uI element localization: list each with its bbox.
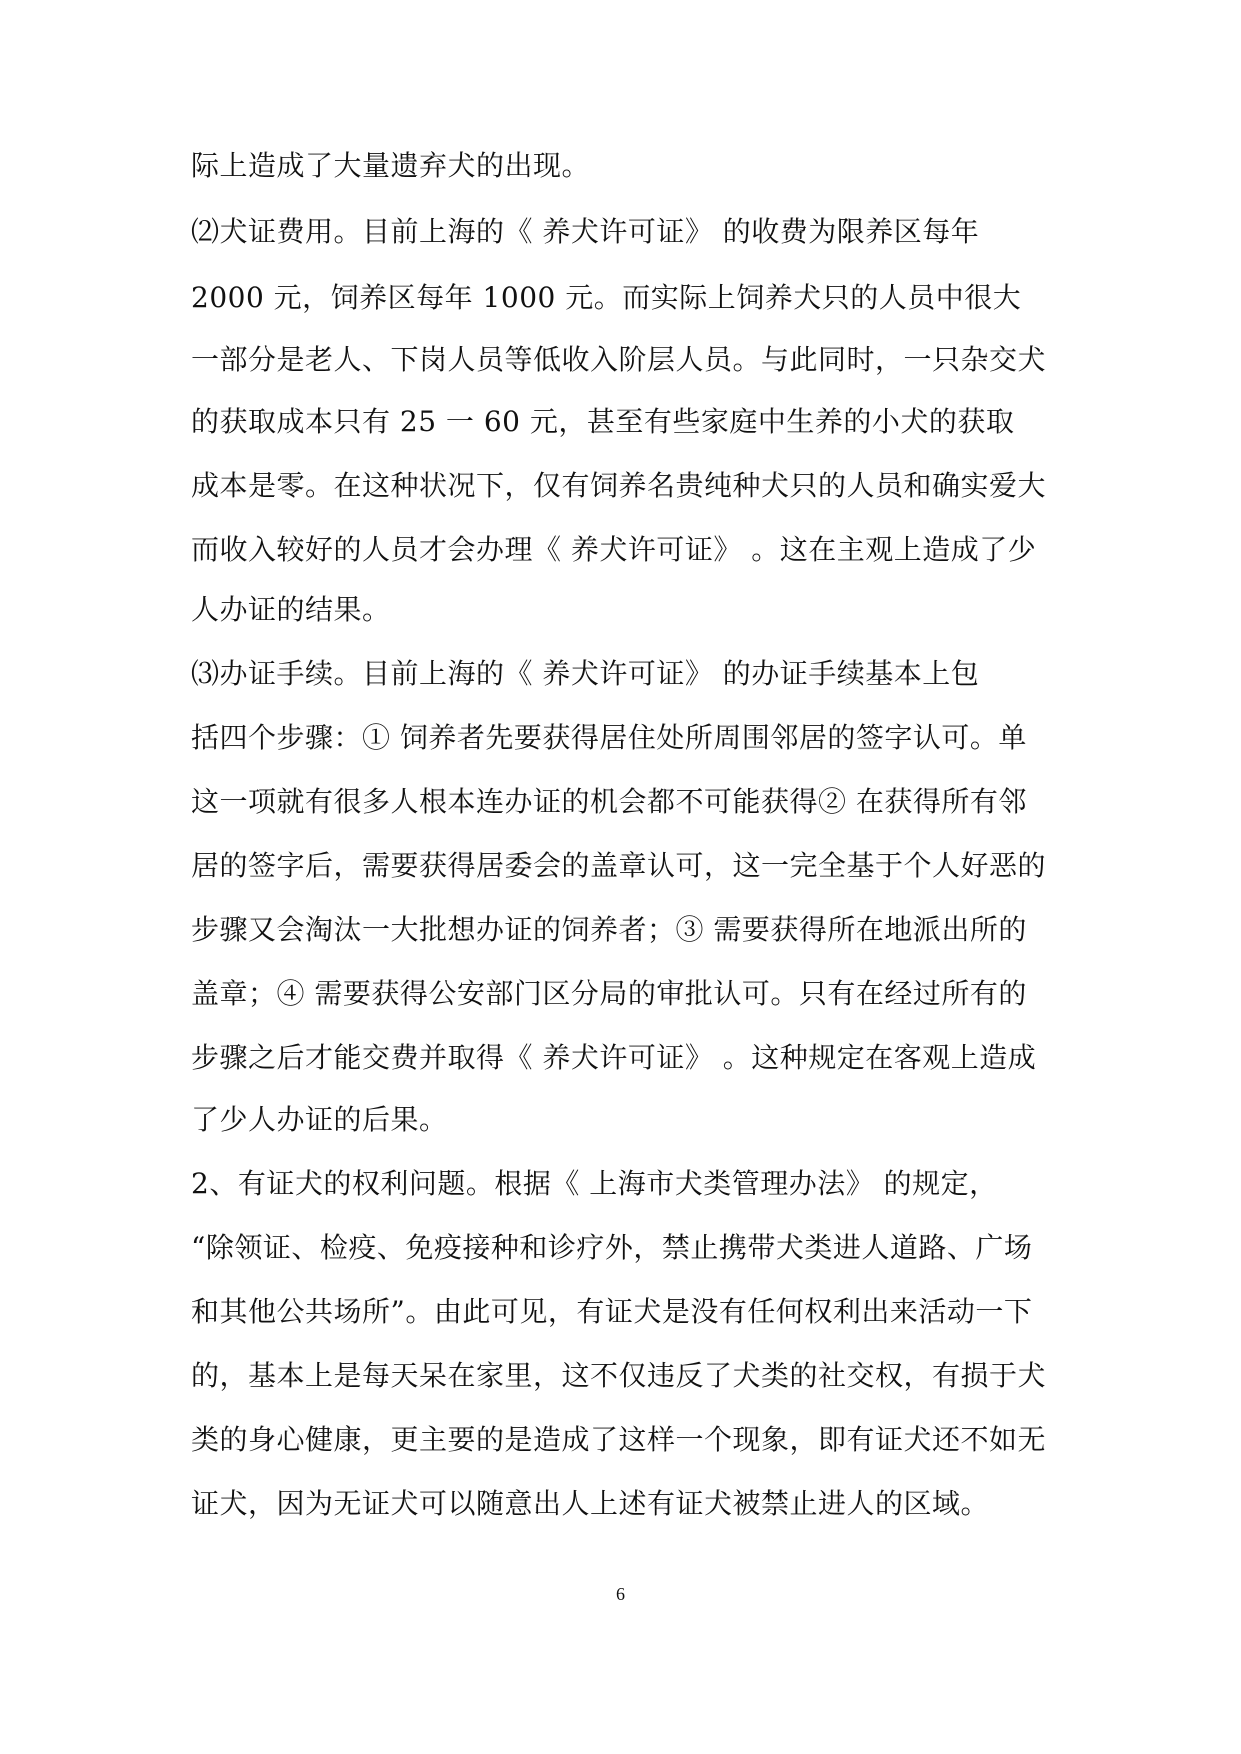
text-line: ⑵犬证费用。目前上海的《 养犬许可证》 的收费为限养区每年	[191, 215, 980, 248]
text-line: 2、有证犬的权利问题。根据《 上海市犬类管理办法》 的规定，	[191, 1167, 998, 1200]
text-line: “除领证、检疫、免疫接种和诊疗外，禁止携带犬类进人道路、广场	[191, 1231, 1033, 1264]
text-line: 步骤又会淘汰一大批想办证的饲养者；③ 需要获得所在地派出所的	[191, 913, 1027, 946]
text-line: 步骤之后才能交费并取得《 养犬许可证》 。这种规定在客观上造成	[191, 1041, 1037, 1074]
text-line: 类的身心健康，更主要的是造成了这样一个现象，即有证犬还不如无	[191, 1423, 1047, 1456]
text-line: 而收入较好的人员才会办理《 养犬许可证》 。这在主观上造成了少	[191, 533, 1037, 566]
text-line: 居的签字后，需要获得居委会的盖章认可，这一完全基于个人好恶的	[191, 849, 1047, 882]
text-line: 际上造成了大量遗弃犬的出现。	[191, 149, 591, 182]
text-line: 这一项就有很多人根本连办证的机会都不可能获得② 在获得所有邻	[191, 785, 1027, 818]
text-line: ⑶办证手续。目前上海的《 养犬许可证》 的办证手续基本上包	[191, 657, 980, 690]
text-line: 证犬，因为无证犬可以随意出人上述有证犬被禁止进人的区域。	[191, 1487, 990, 1520]
text-line: 盖章；④ 需要获得公安部门区分局的审批认可。只有在经过所有的	[191, 977, 1027, 1010]
text-line: 成本是零。在这种状况下，仅有饲养名贵纯种犬只的人员和确实爱大	[191, 469, 1047, 502]
text-line: 了少人办证的后果。	[191, 1103, 448, 1136]
text-line: 一部分是老人、下岗人员等低收入阶层人员。与此同时，一只杂交犬	[191, 343, 1047, 376]
text-line: 和其他公共场所”。由此可见，有证犬是没有任何权利出来活动一下	[191, 1295, 1033, 1328]
text-line: 的获取成本只有 25 一 60 元，甚至有些家庭中生养的小犬的获取	[191, 405, 1015, 438]
page-number: 6	[616, 1584, 625, 1604]
text-line: 括四个步骤：① 饲养者先要获得居住处所周围邻居的签字认可。单	[191, 721, 1027, 754]
text-line: 人办证的结果。	[191, 593, 391, 626]
text-line: 2000 元，饲养区每年 1000 元。而实际上饲养犬只的人员中很大	[191, 281, 1022, 314]
text-line: 的，基本上是每天呆在家里，这不仅违反了犬类的社交权，有损于犬	[191, 1359, 1047, 1392]
